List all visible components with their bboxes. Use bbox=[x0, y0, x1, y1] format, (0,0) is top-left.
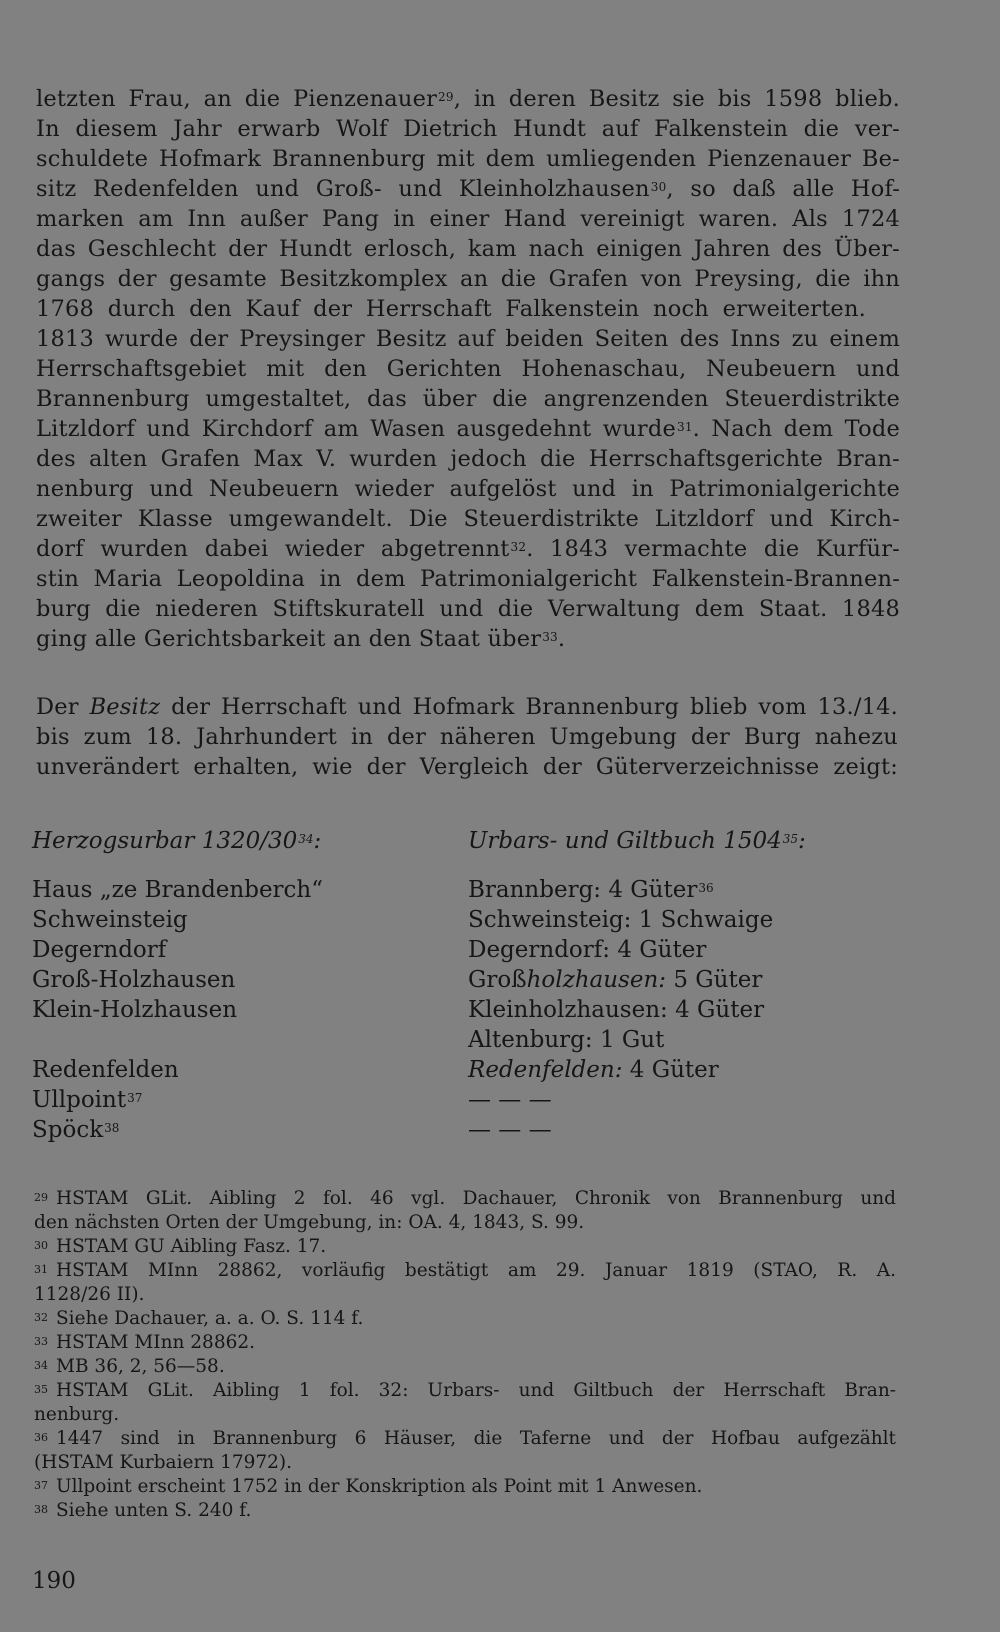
footnote-line: 33 HSTAM MInn 28862. bbox=[34, 1332, 256, 1353]
text-line: sitz Redenfelden und Groß- und Kleinholzhausen$^{30}$, so daß alle Hof- bbox=[36, 176, 900, 202]
left-cell: Ullpoint$^{37}$ bbox=[32, 1087, 143, 1113]
footnote-ref: 33 bbox=[542, 630, 558, 644]
right-column-heading: Urbars- und Giltbuch 1504$^{35}$: bbox=[468, 828, 806, 854]
right-cell: Brannberg: 4 Güter$^{36}$ bbox=[468, 877, 714, 903]
page-number: 190 bbox=[32, 1568, 76, 1594]
footnote-line: 37 Ullpoint erscheint 1752 in der Konskription als Point mit 1 Anwesen. bbox=[34, 1476, 703, 1497]
left-cell: Degerndorf bbox=[32, 937, 167, 963]
right-cell: Schweinsteig: 1 Schwaige bbox=[468, 907, 774, 933]
footnote-line: 34 MB 36, 2, 56—58. bbox=[34, 1356, 225, 1377]
footnote-line: (HSTAM Kurbaiern 17972). bbox=[34, 1452, 293, 1473]
text-line: 1813 wurde der Preysinger Besitz auf beiden Seiten des Inns zu einem bbox=[36, 326, 900, 352]
footnote-line: 36 1447 sind in Brannenburg 6 Häuser, die Taferne und der Hofbau aufgezählt bbox=[34, 1428, 896, 1449]
text-line: schuldete Hofmark Brannenburg mit dem umliegenden Pienzenauer Be- bbox=[36, 146, 900, 172]
footnote-line: 30 HSTAM GU Aibling Fasz. 17. bbox=[34, 1236, 327, 1257]
footnote-ref: 32 bbox=[510, 540, 527, 554]
text-line: Der Besitz der Herrschaft und Hofmark Brannenburg blieb vom 13./14. bbox=[36, 694, 898, 720]
left-cell: Groß-Holzhausen bbox=[32, 967, 236, 993]
right-cell: Altenburg: 1 Gut bbox=[468, 1027, 665, 1053]
footnote-line: den nächsten Orten der Umgebung, in: OA. 4, 1843, S. 99. bbox=[34, 1212, 585, 1233]
text-line: burg die niederen Stiftskuratell und die Verwaltung dem Staat. 1848 bbox=[36, 596, 900, 622]
right-cell: Degerndorf: 4 Güter bbox=[468, 937, 707, 963]
right-cell: — — — bbox=[468, 1087, 552, 1113]
left-cell: Klein-Holzhausen bbox=[32, 997, 238, 1023]
footnote-ref: 30 bbox=[650, 180, 667, 194]
text-line: 1768 durch den Kauf der Herrschaft Falkenstein noch erweiterten. bbox=[36, 296, 866, 322]
text-line: Litzldorf und Kirchdorf am Wasen ausgedehnt wurde$^{31}$. Nach dem Tode bbox=[36, 416, 900, 442]
left-column-heading: Herzogsurbar 1320/30$^{34}$: bbox=[32, 828, 322, 854]
footnote-line: 32 Siehe Dachauer, a. a. O. S. 114 f. bbox=[34, 1308, 364, 1329]
left-cell: Redenfelden bbox=[32, 1057, 179, 1083]
right-cell: Kleinholzhausen: 4 Güter bbox=[468, 997, 765, 1023]
footnote-ref: 31 bbox=[676, 420, 693, 434]
text-line: das Geschlecht der Hundt erlosch, kam nach einigen Jahren des Über- bbox=[36, 236, 900, 262]
footnote-line: 29 HSTAM GLit. Aibling 2 fol. 46 vgl. Dachauer, Chronik von Brannenburg und bbox=[34, 1188, 896, 1209]
text-line: Herrschaftsgebiet mit den Gerichten Hohenaschau, Neubeuern und bbox=[36, 356, 900, 382]
text-line: marken am Inn außer Pang in einer Hand vereinigt waren. Als 1724 bbox=[36, 206, 900, 232]
text-line: ging alle Gerichtsbarkeit an den Staat über$^{33}$. bbox=[36, 626, 566, 652]
footnote-line: 31 HSTAM MInn 28862, vorläufig bestätigt am 29. Januar 1819 (STAO, R. A. bbox=[34, 1260, 896, 1281]
text-line: zweiter Klasse umgewandelt. Die Steuerdistrikte Litzldorf und Kirch- bbox=[36, 506, 900, 532]
footnote-line: 1128/26 II). bbox=[34, 1284, 145, 1305]
text-line: Brannenburg umgestaltet, das über die angrenzenden Steuerdistrikte bbox=[36, 386, 900, 412]
left-cell: Spöck$^{38}$ bbox=[32, 1117, 120, 1143]
text-line: letzten Frau, an die Pienzenauer$^{29}$, in deren Besitz sie bis 1598 blieb. bbox=[36, 86, 900, 112]
footnote-line: 38 Siehe unten S. 240 f. bbox=[34, 1500, 252, 1521]
footnote-ref: 29 bbox=[438, 90, 454, 104]
right-cell: Redenfelden: 4 Güter bbox=[468, 1057, 719, 1083]
right-cell: Großholzhausen: 5 Güter bbox=[468, 967, 763, 993]
text-line: nenburg und Neubeuern wieder aufgelöst und in Patrimonialgerichte bbox=[36, 476, 900, 502]
left-cell: Schweinsteig bbox=[32, 907, 188, 933]
footnote-line: 35 HSTAM GLit. Aibling 1 fol. 32: Urbars- und Giltbuch der Herrschaft Bran- bbox=[34, 1380, 896, 1401]
text-line: stin Maria Leopoldina in dem Patrimonialgericht Falkenstein-Brannen- bbox=[36, 566, 900, 592]
right-cell: — — — bbox=[468, 1117, 552, 1143]
text-line: bis zum 18. Jahrhundert in der näheren Umgebung der Burg nahezu bbox=[36, 724, 898, 750]
left-cell: Haus „ze Brandenberch“ bbox=[32, 877, 324, 903]
text-line: des alten Grafen Max V. wurden jedoch die Herrschaftsgerichte Bran- bbox=[36, 446, 900, 472]
text-line: In diesem Jahr erwarb Wolf Dietrich Hundt auf Falkenstein die ver- bbox=[36, 116, 900, 142]
footnote-line: nenburg. bbox=[34, 1404, 120, 1425]
text-line: gangs der gesamte Besitzkomplex an die Grafen von Preysing, die ihn bbox=[36, 266, 900, 292]
text-line: unverändert erhalten, wie der Vergleich der Güterverzeichnisse zeigt: bbox=[36, 754, 898, 780]
text-line: dorf wurden dabei wieder abgetrennt$^{32}$. 1843 vermachte die Kurfür- bbox=[36, 536, 900, 562]
